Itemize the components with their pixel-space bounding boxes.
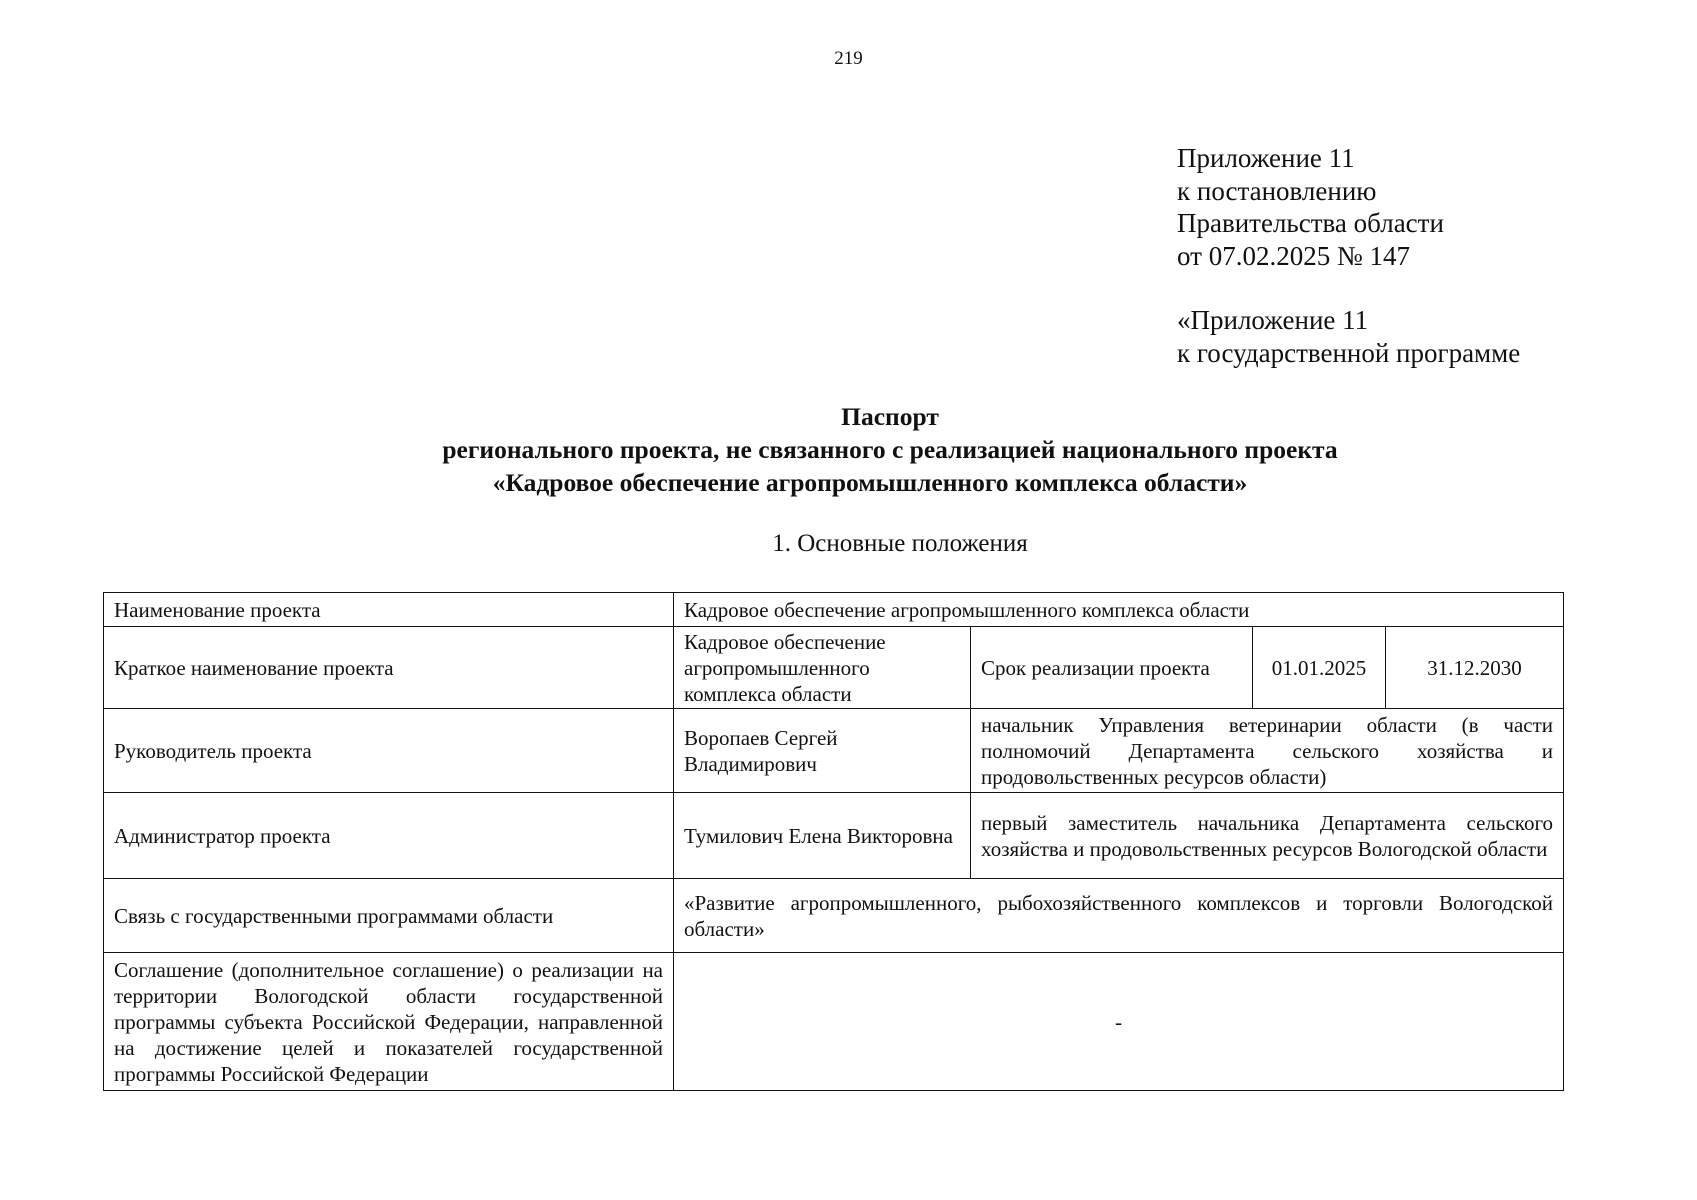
- appendix-header: [1177, 142, 1520, 369]
- row-label: Соглашение (дополнительное соглашение) о реализации на территории Вологодской области государственной программы субъекта Российской Федерации, направленной на достижение целей и показателей государственной программы Российской Федерации: [104, 953, 674, 1091]
- start-date: 01.01.2025: [1253, 627, 1386, 709]
- row-label: Связь с государственными программами области: [104, 879, 674, 953]
- leader-name: Воропаев Сергей Владимирович: [674, 709, 971, 793]
- project-name-value: Кадровое обеспечение агропромышленного комплекса области: [674, 593, 1564, 627]
- row-label: Наименование проекта: [104, 593, 674, 627]
- appendix-line: к постановлению: [1177, 175, 1377, 206]
- page-number: 219: [834, 48, 863, 69]
- table-row: [104, 593, 1564, 627]
- appendix-line: «Приложение 11: [1177, 305, 1369, 335]
- appendix-line: Приложение 11: [1177, 143, 1355, 173]
- table-row: [104, 709, 1564, 793]
- table-row: [104, 793, 1564, 879]
- period-label: Срок реализации проекта: [971, 627, 1253, 709]
- table-row: [104, 879, 1564, 953]
- document-title: [380, 400, 1400, 499]
- table-row: [104, 953, 1564, 1091]
- spacer: [1177, 272, 1520, 304]
- administrator-name: Тумилович Елена Викторовна: [674, 793, 971, 879]
- row-label: Администратор проекта: [104, 793, 674, 879]
- short-name-value: Кадровое обеспечение агропромышленного комплекса области: [674, 627, 971, 709]
- administrator-position: первый заместитель начальника Департамента сельского хозяйства и продовольственных ресурсов Вологодской области: [971, 793, 1564, 879]
- program-link-value: «Развитие агропромышленного, рыбохозяйственного комплексов и торговли Вологодской области»: [674, 879, 1564, 953]
- table-row: [104, 627, 1564, 709]
- title-line: Паспорт: [841, 402, 939, 431]
- end-date: 31.12.2030: [1386, 627, 1564, 709]
- row-label: Руководитель проекта: [104, 709, 674, 793]
- leader-position: начальник Управления ветеринарии области (в части полномочий Департамента сельского хозяйства и продовольственных ресурсов области): [971, 709, 1564, 793]
- appendix-line: к государственной программе: [1177, 337, 1521, 368]
- appendix-line: от 07.02.2025 № 147: [1177, 240, 1410, 271]
- appendix-line: Правительства области: [1177, 208, 1444, 238]
- agreement-value: -: [674, 953, 1564, 1091]
- section-title: 1. Основные положения: [772, 530, 1028, 557]
- passport-table: [103, 592, 1564, 1091]
- title-line: регионального проекта, не связанного с реализацией национального проекта: [442, 435, 1338, 464]
- title-line: «Кадровое обеспечение агропромышленного комплекса области»: [492, 468, 1248, 497]
- row-label: Краткое наименование проекта: [104, 627, 674, 709]
